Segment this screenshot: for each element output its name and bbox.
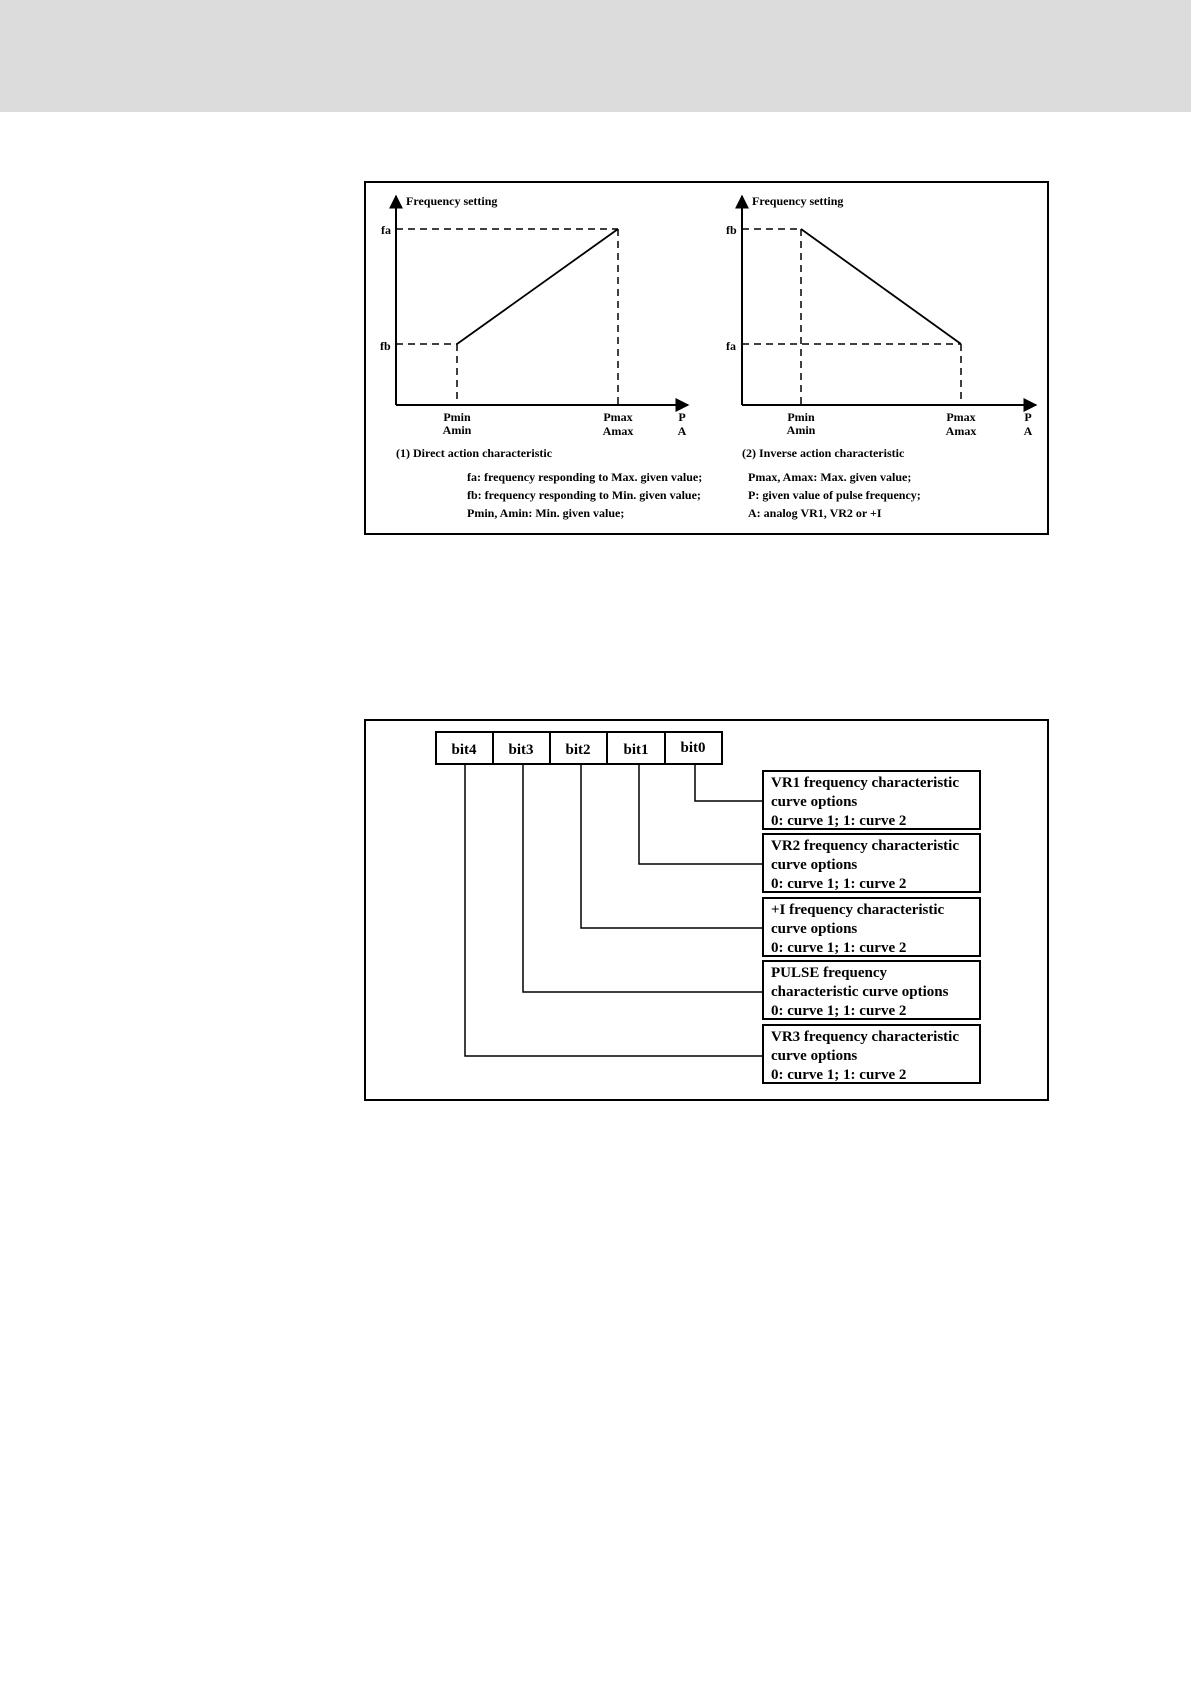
option-box-vr2 [763, 834, 980, 892]
characteristic-chart-svg [366, 183, 1047, 533]
connector-bit0 [695, 764, 763, 801]
option-line: VR1 frequency characteristic [771, 775, 959, 791]
right-x-label-pmin: Pmin [787, 410, 815, 424]
left-y-label-upper: fa [381, 223, 391, 237]
legend [467, 470, 921, 520]
legend-left-line: fa: frequency responding to Max. given value; [467, 470, 703, 484]
bit1-label: bit1 [623, 742, 649, 758]
inverse-action-chart [726, 194, 1036, 460]
right-x-label-amin: Amin [786, 423, 816, 437]
option-line: curve options [771, 794, 858, 810]
legend-right-line: Pmax, Amax: Max. given value; [748, 470, 912, 484]
right-caption: (2) Inverse action characteristic [742, 446, 905, 460]
option-line: VR2 frequency characteristic [771, 838, 959, 854]
left-x-label-pmax: Pmax [603, 410, 633, 424]
right-x-label-amax: Amax [945, 424, 977, 438]
option-line: characteristic curve options [771, 984, 949, 1000]
legend-right-line: A: analog VR1, VR2 or +I [748, 506, 882, 520]
characteristic-figure [364, 181, 1049, 535]
right-x-label-a: A [1023, 424, 1033, 438]
legend-left-line: fb: frequency responding to Min. given value; [467, 488, 701, 502]
right-x-label-p: P [1024, 410, 1032, 424]
option-line: 0: curve 1; 1: curve 2 [771, 813, 907, 829]
right-characteristic-line [801, 229, 961, 344]
option-line: +I frequency characteristic [771, 902, 945, 918]
direct-action-chart [380, 194, 688, 460]
option-line: 0: curve 1; 1: curve 2 [771, 876, 907, 892]
option-line: PULSE frequency [771, 965, 887, 981]
bit-field-figure [364, 719, 1049, 1101]
left-x-label-a: A [677, 424, 687, 438]
option-line: VR3 frequency characteristic [771, 1029, 959, 1045]
right-y-label-upper: fb [726, 223, 737, 237]
legend-left-line: Pmin, Amin: Min. given value; [467, 506, 625, 520]
left-y-label-lower: fb [380, 339, 391, 353]
left-caption: (1) Direct action characteristic [396, 446, 553, 460]
bit2-label: bit2 [565, 742, 591, 758]
option-box-pulse [763, 961, 980, 1019]
option-line: curve options [771, 921, 858, 937]
page-header-band [0, 0, 1191, 112]
left-x-label-p: P [678, 410, 686, 424]
right-x-label-pmax: Pmax [946, 410, 976, 424]
bit3-label: bit3 [508, 742, 534, 758]
bit4-label: bit4 [451, 742, 477, 758]
left-x-label-amax: Amax [602, 424, 634, 438]
legend-right-line: P: given value of pulse frequency; [748, 488, 921, 502]
connector-bit3 [523, 764, 763, 992]
option-box-current [763, 898, 980, 956]
right-y-label-lower: fa [726, 339, 736, 353]
option-box-vr1 [763, 771, 980, 829]
left-x-label-pmin: Pmin [443, 410, 471, 424]
bit0-label: bit0 [680, 740, 706, 756]
option-line: 0: curve 1; 1: curve 2 [771, 1067, 907, 1083]
option-line: 0: curve 1; 1: curve 2 [771, 1003, 907, 1019]
left-characteristic-line [457, 229, 618, 344]
left-x-label-amin: Amin [442, 423, 472, 437]
bit-register [436, 732, 722, 764]
right-axis-title: Frequency setting [752, 194, 844, 208]
connector-bit2 [581, 764, 763, 928]
bit-field-svg [366, 721, 1047, 1099]
left-axis-title: Frequency setting [406, 194, 498, 208]
connectors [465, 764, 763, 1056]
option-line: curve options [771, 1048, 858, 1064]
option-line: 0: curve 1; 1: curve 2 [771, 940, 907, 956]
option-box-vr3 [763, 1025, 980, 1083]
connector-bit4 [465, 764, 763, 1056]
option-line: curve options [771, 857, 858, 873]
connector-bit1 [639, 764, 763, 864]
